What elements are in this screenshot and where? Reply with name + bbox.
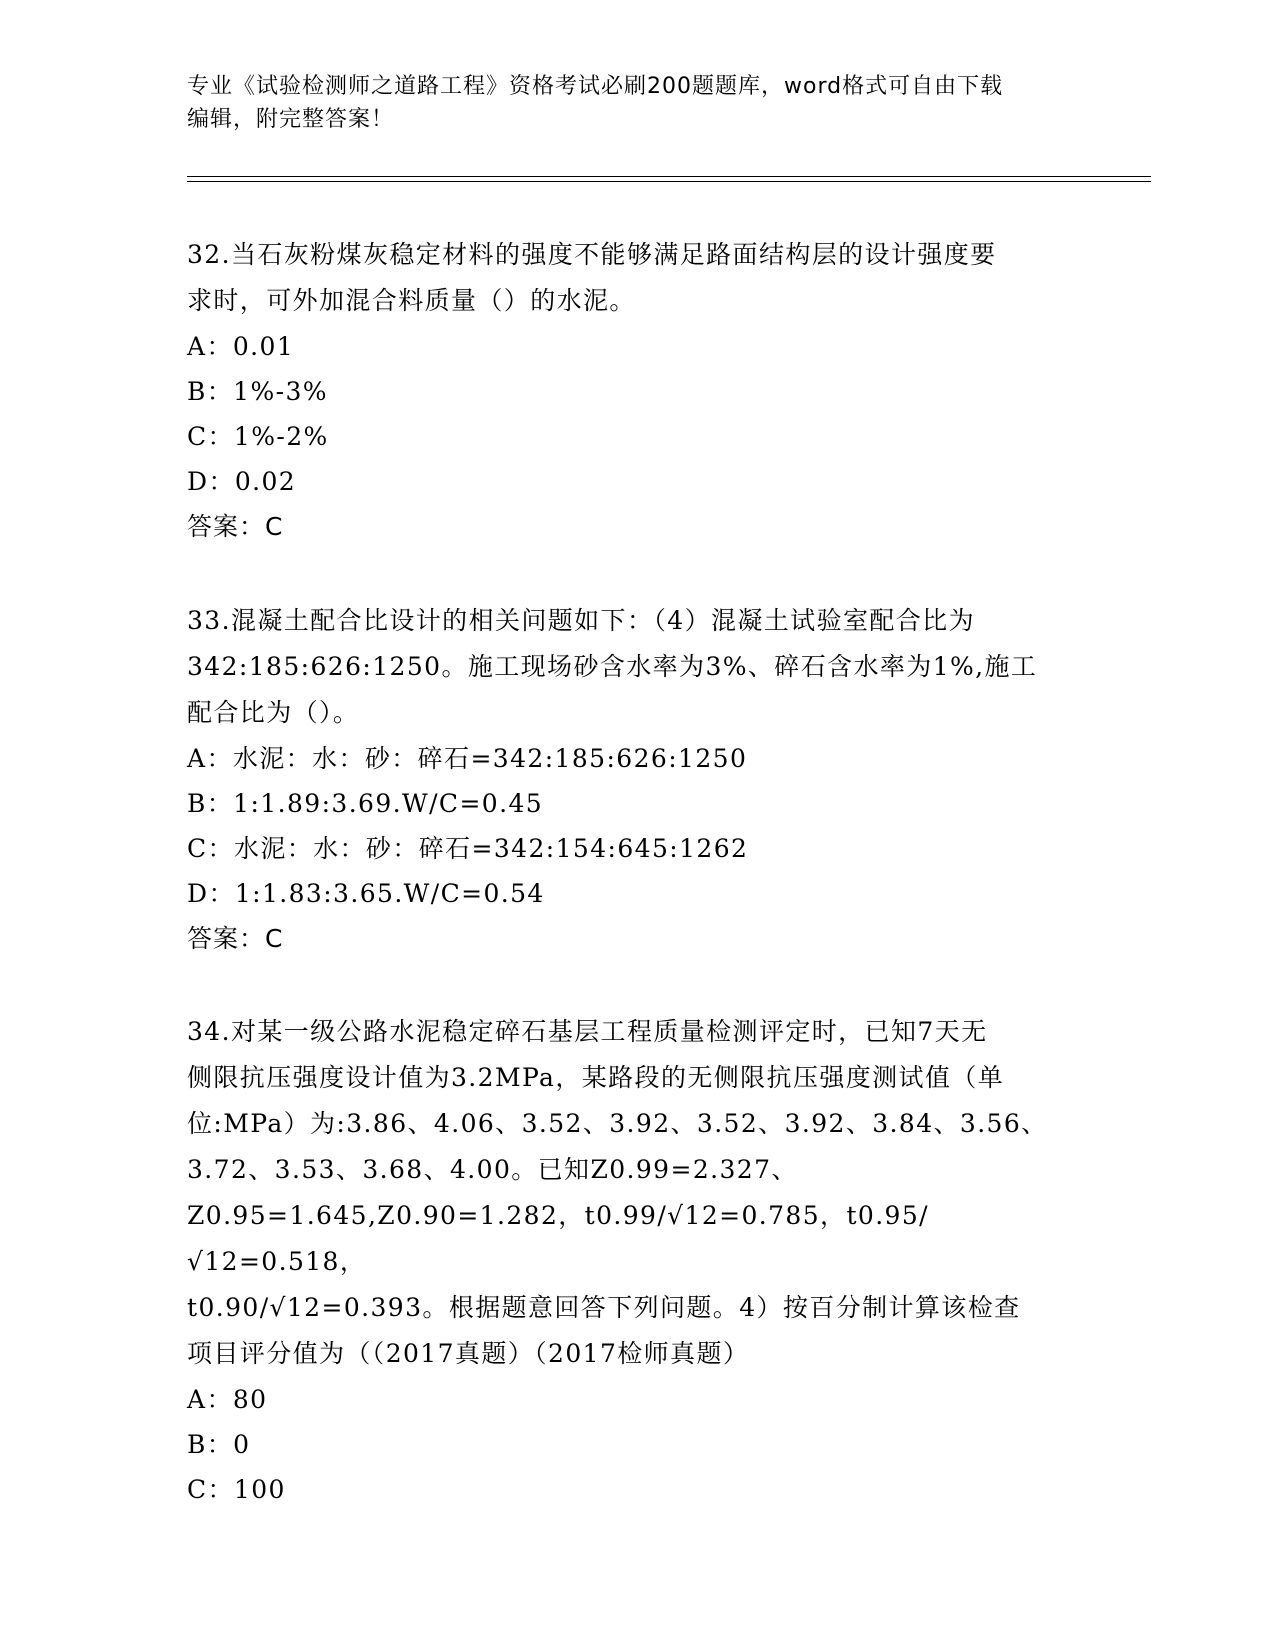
stem-line: 33.混凝土配合比设计的相关问题如下：（4）混凝土试验室配合比为 xyxy=(187,606,975,635)
document-header xyxy=(187,70,1087,136)
question-33 xyxy=(187,598,1067,961)
option-c: C：1%-2% xyxy=(187,422,329,451)
question-stem xyxy=(187,232,1067,324)
answer-line: 答案：C xyxy=(187,924,284,953)
stem-line: 项目评分值为（（2017真题）（2017检师真题） xyxy=(187,1339,750,1368)
header-line-2: 编辑，附完整答案！ xyxy=(187,107,395,132)
option-b: B：0 xyxy=(187,1430,251,1459)
header-line-1: 专业《试验检测师之道路工程》资格考试必刷200题题库，word格式可自由下载 xyxy=(187,74,1004,99)
option-d: D：0.02 xyxy=(187,467,297,496)
option-d: D：1:1.83:3.65.W/C=0.54 xyxy=(187,879,545,908)
option-list xyxy=(187,1377,1067,1512)
stem-line: 求时，可外加混合料质量（）的水泥。 xyxy=(187,286,636,315)
stem-line: 3.72、3.53、3.68、4.00。已知Z0.99=2.327、 xyxy=(187,1155,798,1184)
header-divider-bottom xyxy=(187,181,1151,182)
option-list xyxy=(187,324,1067,504)
question-stem xyxy=(187,1009,1067,1377)
stem-line: 位:MPa）为:3.86、4.06、3.52、3.92、3.52、3.92、3.84、3.56、 xyxy=(187,1109,1048,1138)
stem-line: 342:185:626:1250。施工现场砂含水率为3%、碎石含水率为1%,施工 xyxy=(187,652,1038,681)
option-a: A：水泥：水：砂：碎石=342:185:626:1250 xyxy=(187,744,748,773)
answer-line: 答案：C xyxy=(187,512,284,541)
stem-line: 侧限抗压强度设计值为3.2MPa，某路段的无侧限抗压强度测试值（单 xyxy=(187,1063,1005,1092)
stem-line: 配合比为（）。 xyxy=(187,698,360,727)
stem-line: 34.对某一级公路水泥稳定碎石基层工程质量检测评定时，已知7天无 xyxy=(187,1017,988,1046)
question-34 xyxy=(187,1009,1067,1512)
stem-line: t0.90/√12=0.393。根据题意回答下列问题。4）按百分制计算该检查 xyxy=(187,1293,1021,1322)
option-b: B：1%-3% xyxy=(187,377,328,406)
stem-line: Z0.95=1.645,Z0.90=1.282，t0.99/√12=0.785，t0.95/√12=0.518， xyxy=(187,1201,929,1276)
question-32 xyxy=(187,232,1067,549)
option-list xyxy=(187,736,1067,916)
question-stem xyxy=(187,598,1067,736)
header-divider-top xyxy=(187,176,1151,177)
option-b: B：1:1.89:3.69.W/C=0.45 xyxy=(187,789,544,818)
option-a: A：80 xyxy=(187,1385,268,1414)
option-c: C：水泥：水：砂：碎石=342:154:645:1262 xyxy=(187,834,749,863)
stem-line: 32.当石灰粉煤灰稳定材料的强度不能够满足路面结构层的设计强度要 xyxy=(187,240,997,269)
option-c: C：100 xyxy=(187,1475,286,1504)
option-a: A：0.01 xyxy=(187,332,295,361)
